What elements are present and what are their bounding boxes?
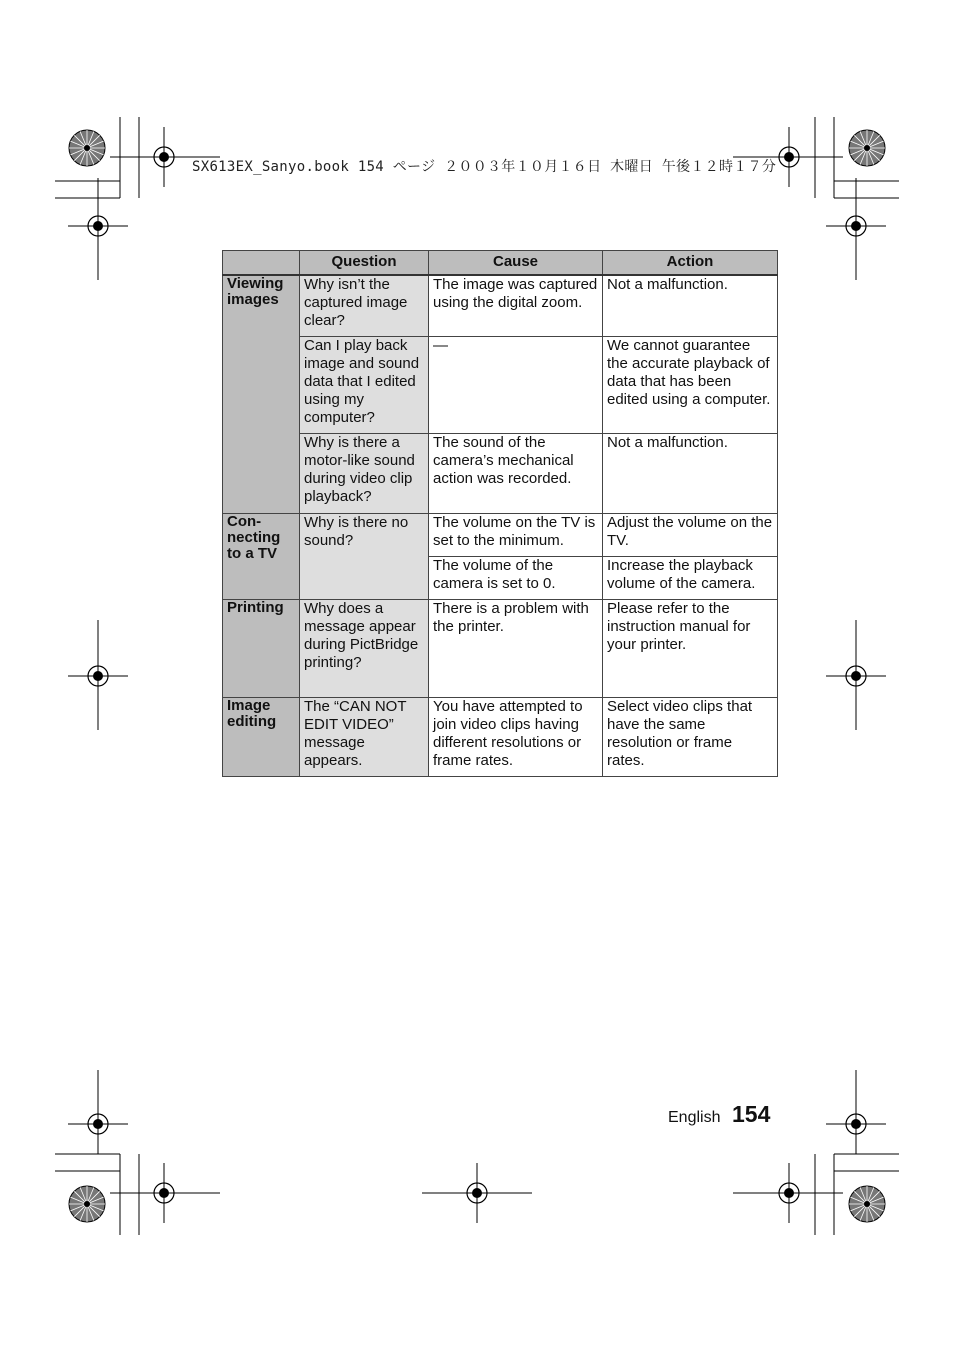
action-cell: Adjust the volume on the TV. (603, 513, 778, 556)
action-cell: Not a malfunction. (603, 433, 778, 513)
table-header-row (223, 251, 778, 276)
question-cell: Why is there a motor-like sound during video clip playback? (300, 433, 429, 513)
table-row (223, 336, 778, 433)
cause-cell: The volume of the camera is set to 0. (429, 556, 603, 599)
question-cell: Why is there no sound? (300, 513, 429, 599)
category-printing: Printing (223, 599, 300, 697)
footer-language: English (668, 1109, 721, 1126)
category-header (223, 251, 300, 276)
page-number: 154 (732, 1101, 771, 1127)
print-info-line: SX613EX_Sanyo.book 154 ページ ２００３年１０月１６日 木曜日 午後１２時１７分 (192, 159, 777, 175)
category-viewing-images: Viewing images (223, 275, 300, 513)
question-cell: Why does a message appear during PictBridge printing? (300, 599, 429, 697)
troubleshooting-table (222, 250, 778, 777)
cause-cell: You have attempted to join video clips having different resolutions or frame rates. (429, 697, 603, 776)
cause-cell: The sound of the camera’s mechanical action was recorded. (429, 433, 603, 513)
action-cell: Not a malfunction. (603, 275, 778, 336)
table-row (223, 433, 778, 513)
action-cell: We cannot guarantee the accurate playback of data that has been edited using a computer. (603, 336, 778, 433)
table-row (223, 275, 778, 336)
action-header: Action (603, 251, 778, 276)
table-row (223, 599, 778, 697)
table-row (223, 697, 778, 776)
question-cell: Why isn’t the captured image clear? (300, 275, 429, 336)
question-cell: Can I play back image and sound data that I edited using my computer? (300, 336, 429, 433)
category-image-editing: Image editing (223, 697, 300, 776)
action-cell: Select video clips that have the same resolution or frame rates. (603, 697, 778, 776)
question-header: Question (300, 251, 429, 276)
cause-cell: The volume on the TV is set to the minimum. (429, 513, 603, 556)
category-connecting-tv: Con-necting to a TV (223, 513, 300, 599)
action-cell: Increase the playback volume of the camera. (603, 556, 778, 599)
cause-cell: — (429, 336, 603, 433)
question-cell: The “CAN NOT EDIT VIDEO” message appears. (300, 697, 429, 776)
cause-header: Cause (429, 251, 603, 276)
table-row (223, 513, 778, 556)
action-cell: Please refer to the instruction manual for your printer. (603, 599, 778, 697)
cause-cell: The image was captured using the digital zoom. (429, 275, 603, 336)
cause-cell: There is a problem with the printer. (429, 599, 603, 697)
